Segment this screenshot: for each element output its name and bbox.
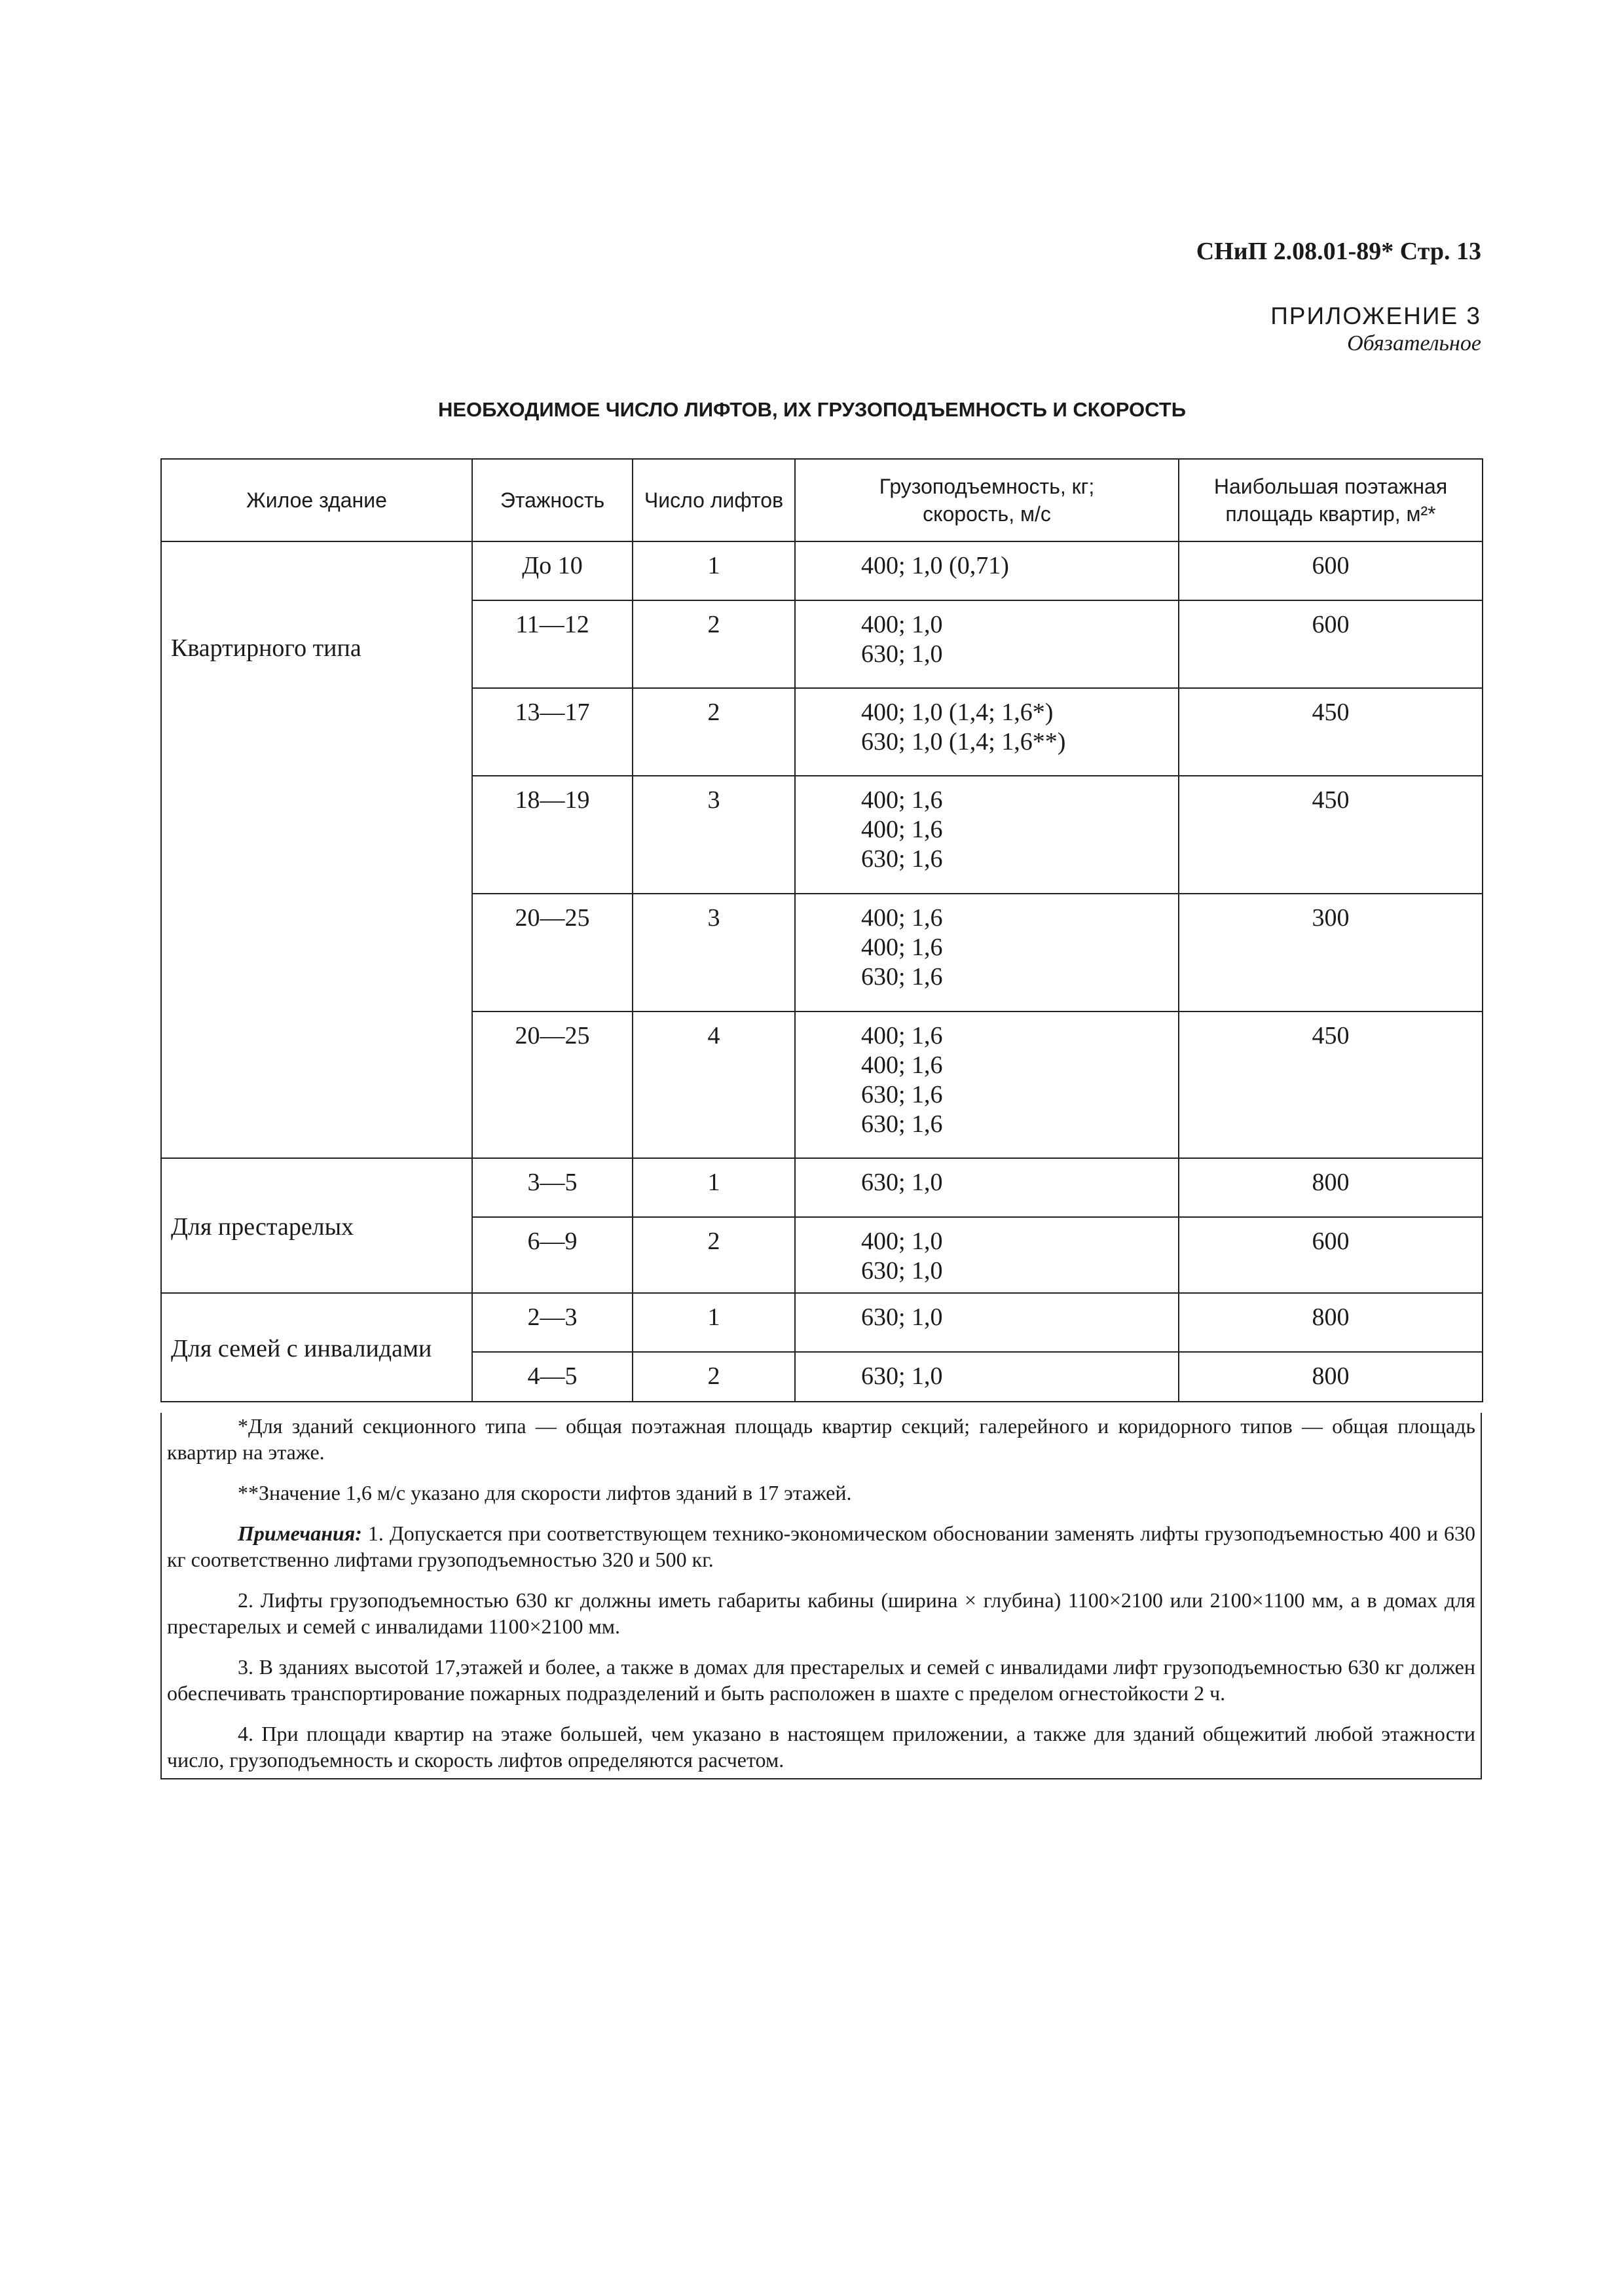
footnote-1: *Для зданий секционного типа — общая поэтажная площадь квартир секций; галерейного и коридорного типов — общая площадь квартир на этаже. [167,1414,1475,1464]
max-area-cell: 800 [1179,1293,1483,1352]
column-header-lift-count: Число лифтов [633,459,795,541]
document-heading: НЕОБХОДИМОЕ ЧИСЛО ЛИФТОВ, ИХ ГРУЗОПОДЪЕМНОСТЬ И СКОРОСТЬ [437,398,1187,421]
floors-cell: До 10 [472,541,633,600]
max-area-cell: 800 [1179,1352,1483,1402]
building-type-cell: Для престарелых [161,1158,472,1293]
lift-count-cell: 1 [633,1158,795,1217]
remark-3: 3. В зданиях высотой 17,этажей и более, а также в домах для престарелых и семей с инвалидами лифт грузоподъемностью 630 кг должен обеспечивать транспортирование пожарных подразделений и быть расположен в шахте с пределом огнестойкости 2 ч. [167,1655,1475,1705]
max-area-cell: 450 [1179,1011,1483,1158]
floors-cell: 13—17 [472,688,633,776]
lift-count-cell: 2 [633,600,795,688]
lift-count-cell: 1 [633,541,795,600]
appendix-title: ПРИЛОЖЕНИЕ 3 [1270,302,1481,329]
max-area-cell: 450 [1179,776,1483,894]
floors-cell: 4—5 [472,1352,633,1402]
capacity-speed-line: 400; 1,0 [861,611,943,638]
capacity-speed-line: 400; 1,0 [861,1228,943,1255]
capacity-speed-line: 400; 1,6 [861,816,943,843]
notes-block [160,1413,1482,1779]
capacity-speed-cell [795,541,1179,600]
capacity-speed-line: 400; 1,6 [861,1051,943,1079]
max-area-cell: 800 [1179,1158,1483,1217]
page-reference: СНиП 2.08.01-89* Стр. 13 [1196,238,1481,265]
lift-count-cell: 2 [633,688,795,776]
floors-cell: 2—3 [472,1293,633,1352]
lift-count-cell: 3 [633,776,795,894]
lift-count-cell: 2 [633,1217,795,1293]
capacity-speed-line: 400; 1,0 (1,4; 1,6*) [861,699,1054,726]
capacity-speed-line: 630; 1,6 [861,963,943,991]
lift-count-cell: 3 [633,894,795,1011]
capacity-speed-cell [795,1158,1179,1217]
column-header-building: Жилое здание [161,459,472,541]
capacity-speed-cell [795,776,1179,894]
max-area-cell: 450 [1179,688,1483,776]
floors-cell: 3—5 [472,1158,633,1217]
capacity-speed-cell [795,688,1179,776]
capacity-speed-line: 400; 1,6 [861,1022,943,1049]
capacity-speed-cell [795,894,1179,1011]
table-body [161,541,1483,1402]
capacity-speed-cell [795,600,1179,688]
column-header-line: Наибольшая поэтажная [1213,475,1448,498]
capacity-speed-line: 630; 1,6 [861,1081,943,1108]
capacity-speed-line: 630; 1,0 [861,1257,943,1285]
floors-cell: 11—12 [472,600,633,688]
capacity-speed-line: 630; 1,0 (1,4; 1,6**) [861,728,1066,756]
floors-cell: 20—25 [472,894,633,1011]
floors-cell: 6—9 [472,1217,633,1293]
max-area-cell: 600 [1179,600,1483,688]
capacity-speed-line: 400; 1,6 [861,786,943,814]
floors-cell: 18—19 [472,776,633,894]
column-header-line: скорость, м/с [923,502,1051,526]
table-row [161,1158,1483,1217]
capacity-speed-line: 630; 1,0 [861,640,943,668]
column-header-max-area [1179,459,1483,541]
remark-1-text: 1. Допускается при соответствующем технико-экономическом обосновании заменять лифты грузоподъемностью 400 и 630 кг соответственно лифтами грузоподъемностью 320 и 500 кг. [167,1522,1475,1571]
capacity-speed-line: 630; 1,0 [861,1362,943,1390]
floors-cell: 20—25 [472,1011,633,1158]
max-area-cell: 600 [1179,541,1483,600]
table-row [161,1293,1483,1352]
capacity-speed-line: 630; 1,0 [861,1169,943,1196]
remarks-label: Примечания: [238,1522,362,1545]
column-header-capacity-speed [795,459,1179,541]
capacity-speed-cell [795,1217,1179,1293]
appendix-subtitle: Обязательное [1347,331,1481,355]
column-header-floors: Этажность [472,459,633,541]
building-type-cell: Квартирного типа [161,541,472,1158]
appendix-block [1270,302,1481,356]
remark-1 [167,1520,1475,1573]
building-type-cell: Для семей с инвалидами [161,1293,472,1402]
capacity-speed-cell [795,1011,1179,1158]
lift-count-cell: 1 [633,1293,795,1352]
capacity-speed-cell [795,1293,1179,1352]
remark-2: 2. Лифты грузоподъемностью 630 кг должны иметь габариты кабины (ширина × глубина) 1100×2100 или 2100×1100 мм, а в домах для престарелых и семей с инвалидами 1100×2100 мм. [167,1588,1475,1638]
capacity-speed-line: 400; 1,6 [861,934,943,961]
lifts-table [160,458,1483,1402]
capacity-speed-line: 630; 1,6 [861,1110,943,1138]
max-area-cell: 300 [1179,894,1483,1011]
lift-count-cell: 4 [633,1011,795,1158]
capacity-speed-line: 400; 1,6 [861,904,943,932]
max-area-cell: 600 [1179,1217,1483,1293]
table-row [161,541,1483,600]
capacity-speed-line: 400; 1,0 (0,71) [861,552,1009,579]
table-header-row [161,459,1483,541]
capacity-speed-line: 630; 1,6 [861,845,943,873]
footnote-2: **Значение 1,6 м/с указано для скорости лифтов зданий в 17 этажей. [238,1481,852,1504]
column-header-line: Грузоподъемность, кг; [879,475,1095,498]
capacity-speed-cell [795,1352,1179,1402]
capacity-speed-line: 630; 1,0 [861,1303,943,1331]
column-header-line: площадь квартир, м²* [1225,502,1436,526]
remark-4: 4. При площади квартир на этаже большей, чем указано в настоящем приложении, а также для зданий общежитий любой этажности число, грузоподъемность и скорость лифтов определяются расчетом. [167,1722,1475,1772]
lift-count-cell: 2 [633,1352,795,1402]
